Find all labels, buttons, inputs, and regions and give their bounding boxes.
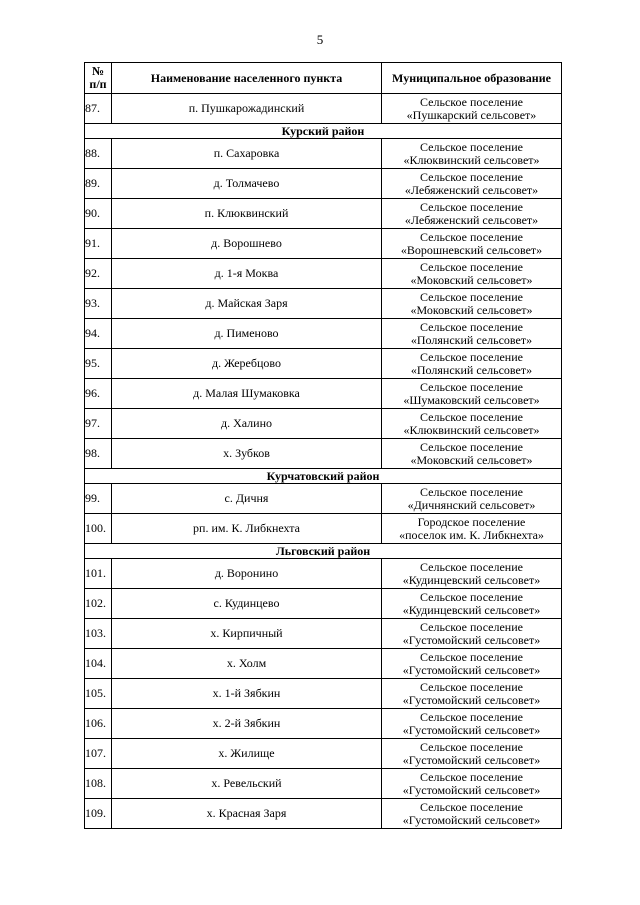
table-row (85, 589, 562, 619)
settlement-name: х. Красная Заря (112, 799, 382, 829)
settlement-name: х. Ревельский (112, 769, 382, 799)
municipality-cell (382, 484, 562, 514)
municipality-name: «Густомойский сельсовет» (402, 632, 541, 647)
settlement-name: с. Дичня (112, 484, 382, 514)
municipality-cell (382, 349, 562, 379)
municipality-name: «Полянский сельсовет» (410, 332, 533, 347)
table-header-row (85, 63, 562, 94)
municipality-type: Сельское поселение (420, 379, 523, 394)
table-row (85, 769, 562, 799)
district-title: Курский район (85, 124, 562, 139)
municipality-type: Сельское поселение (420, 259, 523, 274)
municipality-type: Сельское поселение (420, 739, 523, 754)
settlement-name: п. Сахаровка (112, 139, 382, 169)
district-title: Льговский район (85, 544, 562, 559)
municipality-type: Сельское поселение (420, 484, 523, 499)
municipality-cell (382, 169, 562, 199)
municipality-name: «Клюквинский сельсовет» (403, 152, 540, 167)
municipality-type: Сельское поселение (420, 679, 523, 694)
header-municipality: Муниципальное образование (382, 63, 562, 94)
municipality-type: Сельское поселение (420, 199, 523, 214)
row-number: 93. (85, 289, 112, 319)
municipality-type: Сельское поселение (420, 709, 523, 724)
municipality-name: «Кудинцевский сельсовет» (402, 572, 541, 587)
table-row (85, 199, 562, 229)
settlement-name: д. Малая Шумаковка (112, 379, 382, 409)
municipality-type: Сельское поселение (420, 289, 523, 304)
municipality-cell (382, 439, 562, 469)
municipality-type: Сельское поселение (420, 769, 523, 784)
table-body (85, 94, 562, 829)
table-row (85, 349, 562, 379)
municipality-cell (382, 319, 562, 349)
municipality-name: «Густомойский сельсовет» (402, 782, 541, 797)
municipality-type: Сельское поселение (420, 229, 523, 244)
header-num (85, 63, 112, 94)
municipality-name: «Клюквинский сельсовет» (403, 422, 540, 437)
row-number: 95. (85, 349, 112, 379)
municipality-cell (382, 799, 562, 829)
municipality-cell (382, 259, 562, 289)
municipality-type: Сельское поселение (420, 559, 523, 574)
settlement-name: п. Клюквинский (112, 199, 382, 229)
municipality-cell (382, 769, 562, 799)
district-header-row (85, 469, 562, 484)
municipality-name: «Густомойский сельсовет» (402, 812, 541, 827)
municipality-name: «Пушкарский сельсовет» (406, 107, 537, 122)
row-number: 87. (85, 94, 112, 124)
table-row (85, 514, 562, 544)
municipality-cell (382, 514, 562, 544)
municipality-type: Сельское поселение (420, 589, 523, 604)
municipality-type: Городское поселение (417, 514, 526, 529)
row-number: 101. (85, 559, 112, 589)
municipality-name: «Густомойский сельсовет» (402, 722, 541, 737)
municipality-name: «Густомойский сельсовет» (402, 692, 541, 707)
municipality-type: Сельское поселение (420, 319, 523, 334)
table-row (85, 799, 562, 829)
table-row (85, 619, 562, 649)
page-number: 5 (316, 32, 324, 47)
municipality-cell (382, 709, 562, 739)
municipality-name: «Моковский сельсовет» (410, 302, 533, 317)
settlement-name: д. Пименово (112, 319, 382, 349)
table-row (85, 559, 562, 589)
table-row (85, 379, 562, 409)
row-number: 92. (85, 259, 112, 289)
settlement-name: д. Ворошнево (112, 229, 382, 259)
row-number: 88. (85, 139, 112, 169)
row-number: 100. (85, 514, 112, 544)
municipality-cell (382, 289, 562, 319)
row-number: 98. (85, 439, 112, 469)
table-row (85, 139, 562, 169)
settlement-name: п. Пушкарожадинский (112, 94, 382, 124)
row-number: 94. (85, 319, 112, 349)
header-num-abbr: п/п (89, 77, 107, 91)
municipality-name: «Дичнянский сельсовет» (407, 497, 536, 512)
municipality-name: «Полянский сельсовет» (410, 362, 533, 377)
row-number: 90. (85, 199, 112, 229)
settlement-name: д. Халино (112, 409, 382, 439)
municipality-cell (382, 199, 562, 229)
municipality-cell (382, 589, 562, 619)
table-row (85, 679, 562, 709)
municipality-cell (382, 409, 562, 439)
header-settlement-name: Наименование населенного пункта (112, 63, 382, 94)
row-number: 105. (85, 679, 112, 709)
settlement-name: х. Зубков (112, 439, 382, 469)
settlement-name: рп. им. К. Либкнехта (112, 514, 382, 544)
settlement-name: х. Жилище (112, 739, 382, 769)
settlements-table (84, 62, 562, 829)
table-row (85, 649, 562, 679)
row-number: 91. (85, 229, 112, 259)
table-row (85, 289, 562, 319)
municipality-name: «Лебяженский сельсовет» (404, 212, 539, 227)
table-row (85, 709, 562, 739)
municipality-name: «поселок им. К. Либкнехта» (399, 527, 544, 542)
municipality-type: Сельское поселение (420, 619, 523, 634)
municipality-type: Сельское поселение (420, 439, 523, 454)
table-row (85, 229, 562, 259)
municipality-cell (382, 619, 562, 649)
settlement-name: х. 1-й Зябкин (112, 679, 382, 709)
row-number: 89. (85, 169, 112, 199)
settlement-name: с. Кудинцево (112, 589, 382, 619)
table-row (85, 169, 562, 199)
table-row (85, 739, 562, 769)
settlement-name: х. Кирпичный (112, 619, 382, 649)
municipality-cell (382, 379, 562, 409)
municipality-cell (382, 679, 562, 709)
municipality-name: «Густомойский сельсовет» (402, 662, 541, 677)
row-number: 109. (85, 799, 112, 829)
settlement-name: д. Толмачево (112, 169, 382, 199)
municipality-cell (382, 559, 562, 589)
settlement-name: х. 2-й Зябкин (112, 709, 382, 739)
municipality-type: Сельское поселение (420, 139, 523, 154)
municipality-name: «Шумаковский сельсовет» (403, 392, 540, 407)
municipality-name: «Моковский сельсовет» (410, 272, 533, 287)
settlement-name: д. Майская Заря (112, 289, 382, 319)
settlement-name: х. Холм (112, 649, 382, 679)
settlement-name: д. Воронино (112, 559, 382, 589)
district-header-row (85, 124, 562, 139)
municipality-cell (382, 94, 562, 124)
settlement-name: д. Жеребцово (112, 349, 382, 379)
header-num-symbol: № (91, 64, 105, 78)
table-row (85, 484, 562, 514)
municipality-cell (382, 229, 562, 259)
municipality-type: Сельское поселение (420, 409, 523, 424)
municipality-type: Сельское поселение (420, 349, 523, 364)
settlement-name: д. 1-я Моква (112, 259, 382, 289)
row-number: 104. (85, 649, 112, 679)
row-number: 96. (85, 379, 112, 409)
row-number: 108. (85, 769, 112, 799)
table-row (85, 439, 562, 469)
municipality-name: «Ворошневский сельсовет» (400, 242, 543, 257)
row-number: 103. (85, 619, 112, 649)
municipality-type: Сельское поселение (420, 649, 523, 664)
table-row (85, 259, 562, 289)
municipality-name: «Лебяженский сельсовет» (404, 182, 539, 197)
table-row (85, 319, 562, 349)
row-number: 106. (85, 709, 112, 739)
row-number: 97. (85, 409, 112, 439)
municipality-cell (382, 739, 562, 769)
municipality-name: «Кудинцевский сельсовет» (402, 602, 541, 617)
row-number: 102. (85, 589, 112, 619)
municipality-type: Сельское поселение (420, 799, 523, 814)
row-number: 107. (85, 739, 112, 769)
table-row (85, 409, 562, 439)
municipality-type: Сельское поселение (420, 169, 523, 184)
district-header-row (85, 544, 562, 559)
municipality-type: Сельское поселение (420, 94, 523, 109)
district-title: Курчатовский район (85, 469, 562, 484)
municipality-name: «Густомойский сельсовет» (402, 752, 541, 767)
municipality-cell (382, 649, 562, 679)
municipality-name: «Моковский сельсовет» (410, 452, 533, 467)
table-row (85, 94, 562, 124)
municipality-cell (382, 139, 562, 169)
row-number: 99. (85, 484, 112, 514)
